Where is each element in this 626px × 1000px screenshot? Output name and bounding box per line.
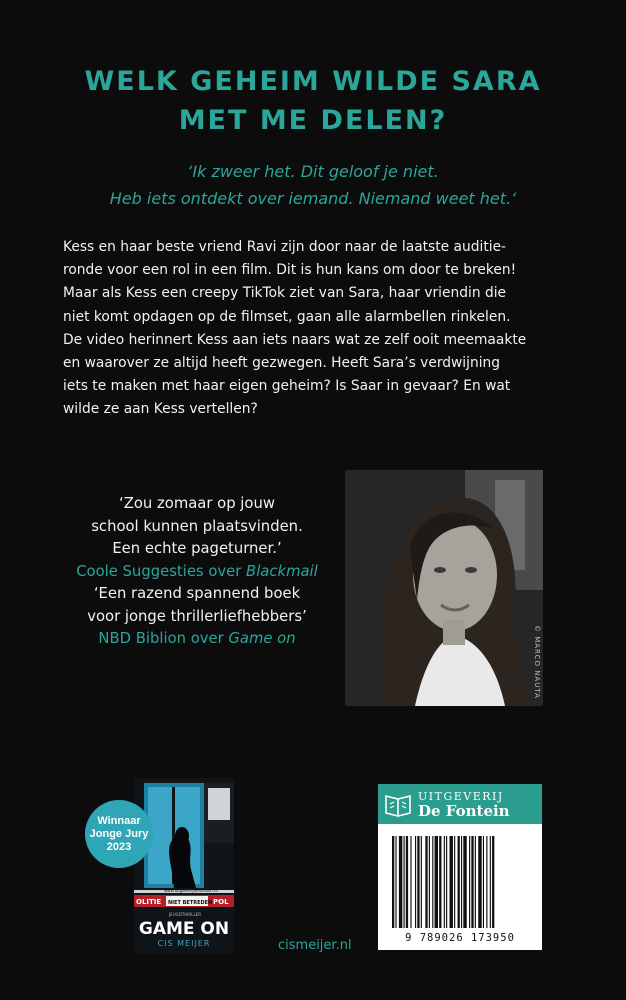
barcode-bar — [415, 836, 416, 928]
blurb-line: Kess en haar beste vriend Ravi zijn door naar de laatste auditie- — [63, 239, 507, 255]
badge-line: 2023 — [106, 840, 132, 853]
barcode-bar — [421, 836, 422, 928]
barcode-bar — [478, 836, 481, 928]
barcode-bar — [450, 836, 453, 928]
barcode-bar — [471, 836, 473, 928]
review-line: school kunnen plaatsvinden. — [91, 517, 303, 535]
book-cover-thumbnail — [134, 778, 234, 954]
blurb — [63, 236, 563, 422]
headline-line: WELK GEHEIM WILDE SARA — [84, 66, 542, 97]
blurb-line: iets te maken met haar eigen geheim? Is Saar in gevaar? En wat — [63, 378, 511, 395]
blurb-line: De video herinnert Kess aan iets naars wat ze zelf ooit meemaakte — [63, 331, 527, 348]
photo-credit: © MARCO NAUTA — [533, 625, 541, 699]
review-book-title: Blackmail — [246, 562, 318, 580]
barcode-bar — [475, 836, 476, 928]
barcode-bar — [410, 836, 411, 928]
badge-line: Winnaar — [97, 814, 141, 827]
barcode-bar — [463, 836, 466, 928]
barcode-bar — [486, 836, 487, 928]
barcode — [378, 824, 542, 950]
review-line: Een echte pageturner.’ — [112, 540, 282, 557]
blurb-line: ronde voor een rol in een film. Dit is hun kans om door te breken! — [63, 262, 517, 279]
review-source — [62, 561, 332, 584]
blurb-line: Maar als Kess een creepy TikTok ziet van Sara, haar vriendin die — [63, 285, 507, 302]
cover-title: GAME ON — [138, 919, 230, 939]
cover-genre: JEUGDTHRILLER — [169, 912, 201, 917]
review-line: ‘Een razend spannend boek — [93, 585, 301, 602]
barcode-bar — [432, 836, 433, 928]
cover-author: CIS MEIJER — [157, 939, 211, 948]
review-source — [62, 628, 332, 651]
publisher-book-icon — [384, 790, 412, 818]
barcode-bar — [429, 836, 430, 928]
barcode-bar — [425, 836, 427, 928]
cover-url-strip: www.uitgeverijdefontein.nl — [164, 888, 218, 893]
publisher-line-1: UITGEVERIJ — [418, 790, 504, 803]
author-portrait-illustration — [345, 470, 543, 706]
headline-line: MET ME DELEN? — [178, 105, 448, 136]
review-source-text: NBD Biblion over — [98, 630, 229, 647]
author-photo — [345, 470, 543, 706]
blurb-line: en waarover ze altijd heeft gezwegen. Heeft Sara’s verdwijning — [63, 355, 501, 372]
isbn-number: 9 789026 173950 — [405, 932, 515, 944]
badge-line: Jonge Jury — [89, 827, 149, 840]
review-line: voor jonge thrillerliefhebbers’ — [87, 607, 307, 625]
publisher-line-2: De Fontein — [418, 802, 510, 820]
barcode-bar — [461, 836, 462, 928]
barcode-bar — [392, 836, 394, 928]
tape-text-right: POL — [213, 898, 229, 906]
award-badge — [85, 800, 153, 868]
barcode-bar — [446, 836, 447, 928]
quote-line: Heb iets ontdekt over iemand. Niemand weet het.‘ — [109, 189, 517, 208]
barcode-bar — [492, 836, 494, 928]
review-1 — [62, 493, 332, 583]
barcode-bar — [490, 836, 491, 928]
publisher-name — [418, 789, 510, 819]
author-website: cismeijer.nl — [278, 938, 352, 953]
blurb-line: niet komt opdagen op de filmset, gaan alle alarmbellen rinkelen. — [63, 308, 511, 325]
barcode-bar — [395, 836, 396, 928]
tape-text-left: OLITIE — [136, 898, 162, 906]
teaser-quote — [60, 158, 566, 212]
barcode-bar — [399, 836, 402, 928]
barcode-bar — [439, 836, 441, 928]
headline — [0, 62, 626, 140]
tape-text-middle: NIET BETREDEN — [168, 900, 213, 906]
cover-illustration — [134, 778, 234, 954]
barcode-bar — [483, 836, 484, 928]
barcode-bar — [404, 836, 405, 928]
publisher-logo — [378, 784, 542, 824]
review-line: ‘Zou zomaar op jouw — [119, 495, 275, 512]
barcode-bar — [417, 836, 419, 928]
review-2 — [62, 583, 332, 651]
barcode-bar — [444, 836, 445, 928]
barcode-bar — [406, 836, 408, 928]
barcode-bar — [435, 836, 438, 928]
review-source-text: Coole Suggesties over — [76, 562, 247, 580]
barcode-bar — [454, 836, 455, 928]
quote-line: ‘Ik zweer het. Dit geloof je niet. — [187, 162, 439, 181]
review-book-title: Game on — [228, 630, 296, 647]
barcode-bar — [458, 836, 460, 928]
barcode-bar — [469, 836, 470, 928]
blurb-line: wilde ze aan Kess vertellen? — [63, 401, 258, 418]
